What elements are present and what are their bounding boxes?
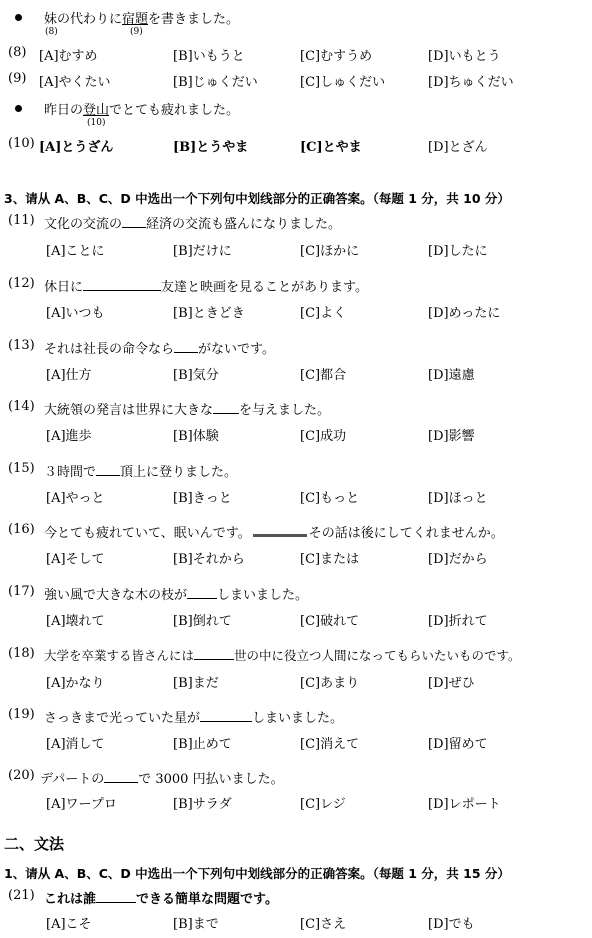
q18-option-d[interactable]: [D]ぜひ xyxy=(428,676,475,691)
q15-option-c[interactable]: [C]もっと xyxy=(300,491,360,506)
q8-option-a[interactable]: [A]むすめ xyxy=(39,49,98,64)
q12-option-c[interactable]: [C]よく xyxy=(300,306,347,321)
q14-option-d[interactable]: [D]影響 xyxy=(428,429,475,444)
q9-option-b[interactable]: [B]じゅくだい xyxy=(173,75,258,90)
q17-option-d[interactable]: [D]折れて xyxy=(428,614,488,629)
q14-option-c[interactable]: [C]成功 xyxy=(300,429,347,444)
bullet-icon xyxy=(15,105,22,112)
q15-option-a[interactable]: [A]やっと xyxy=(46,491,105,506)
q20-option-c[interactable]: [C]レジ xyxy=(300,797,346,812)
q18-stem xyxy=(44,646,521,664)
q18-option-c[interactable]: [C]あまり xyxy=(300,676,360,691)
q9-num: (9) xyxy=(8,71,27,86)
q20-option-d[interactable]: [D]レポート xyxy=(428,797,501,812)
answer-blank[interactable] xyxy=(104,772,138,783)
q15-stem xyxy=(44,461,237,480)
answer-blank[interactable] xyxy=(96,892,136,903)
sentence-8-9 xyxy=(44,8,239,27)
text: 大学を卒業する皆さんには xyxy=(44,648,195,663)
q11-option-a[interactable]: [A]ことに xyxy=(46,244,105,259)
q19-option-c[interactable]: [C]消えて xyxy=(300,737,360,752)
text: 強い風で大きな木の枝が xyxy=(44,588,188,603)
q15-option-b[interactable]: [B]きっと xyxy=(173,491,232,506)
text: できる簡単な問題です。 xyxy=(136,892,278,907)
q16-option-a[interactable]: [A]そして xyxy=(46,552,105,567)
q16-num: (16) xyxy=(8,522,35,537)
q17-num: (17) xyxy=(8,584,35,599)
q20-option-a[interactable]: [A]ワープロ xyxy=(46,797,117,812)
q13-option-c[interactable]: [C]都合 xyxy=(300,368,347,383)
q17-option-c[interactable]: [C]破れて xyxy=(300,614,360,629)
part-2-subtitle: 1、请从 A、B、C、D 中选出一个下列句中划线部分的正确答案。（每题 1 分，共 15 分） xyxy=(4,866,510,881)
section-3-title: 3、请从 A、B、C、D 中选出一个下列句中划线部分的正确答案。（每题 1 分，共 10 分） xyxy=(4,191,510,206)
q19-stem xyxy=(44,707,343,726)
q15-option-d[interactable]: [D]ほっと xyxy=(428,491,488,506)
text: で 3000 円払いました。 xyxy=(138,772,284,787)
q14-option-a[interactable]: [A]進歩 xyxy=(46,429,92,444)
q19-option-b[interactable]: [B]止めて xyxy=(173,737,232,752)
q20-option-b[interactable]: [B]サラダ xyxy=(173,797,232,812)
sentence-10 xyxy=(44,99,239,118)
q17-stem xyxy=(44,584,308,603)
text: 友達と映画を見ることがあります。 xyxy=(161,280,368,295)
text: 経済の交流も盛んになりました。 xyxy=(146,217,342,232)
q21-stem xyxy=(44,888,278,907)
answer-blank[interactable] xyxy=(174,342,198,353)
q21-num: (21) xyxy=(8,888,35,903)
q17-option-b[interactable]: [B]倒れて xyxy=(173,614,232,629)
answer-blank[interactable] xyxy=(122,217,146,228)
q8-option-d[interactable]: [D]いもとう xyxy=(428,49,501,64)
q16-option-c[interactable]: [C]または xyxy=(300,552,360,567)
q14-stem xyxy=(44,399,330,418)
q10-option-d[interactable]: [D]とざん xyxy=(428,140,488,155)
answer-blank[interactable] xyxy=(96,465,120,476)
text: ３時間で xyxy=(44,465,97,480)
q19-option-a[interactable]: [A]消して xyxy=(46,737,105,752)
text: でとても疲れました。 xyxy=(109,103,240,118)
answer-blank[interactable] xyxy=(187,588,217,599)
q13-num: (13) xyxy=(8,338,35,353)
q10-option-a[interactable]: [A]とうざん xyxy=(39,140,114,155)
q21-option-a[interactable]: [A]こそ xyxy=(46,917,92,932)
text: さっきまで光っていた星が xyxy=(44,711,201,726)
text: デパートの xyxy=(40,772,105,787)
q11-stem xyxy=(44,213,341,232)
text: これは誰 xyxy=(44,892,97,907)
answer-blank[interactable] xyxy=(200,711,252,722)
q12-option-a[interactable]: [A]いつも xyxy=(46,306,105,321)
q18-num: (18) xyxy=(8,646,35,661)
num-9: (9) xyxy=(130,27,143,37)
q12-stem xyxy=(44,276,368,295)
text: その話は後にしてくれませんか。 xyxy=(308,526,504,541)
q11-num: (11) xyxy=(8,213,35,228)
q9-option-d[interactable]: [D]ちゅくだい xyxy=(428,75,514,90)
text: しまいました。 xyxy=(252,711,344,726)
q10-option-c[interactable]: [C]とやま xyxy=(300,140,362,155)
text: 妹の代わりに xyxy=(44,12,123,27)
q12-num: (12) xyxy=(8,276,35,291)
q11-option-b[interactable]: [B]だけに xyxy=(173,244,232,259)
q18-option-a[interactable]: [A]かなり xyxy=(46,676,105,691)
answer-blank[interactable] xyxy=(83,280,161,291)
q15-num: (15) xyxy=(8,461,35,476)
text: 頂上に登りました。 xyxy=(120,465,238,480)
q21-option-c[interactable]: [C]さえ xyxy=(300,917,347,932)
q9-option-c[interactable]: [C]しゅくだい xyxy=(300,75,386,90)
q14-num: (14) xyxy=(8,399,35,414)
q11-option-d[interactable]: [D]したに xyxy=(428,244,488,259)
q12-option-b[interactable]: [B]ときどき xyxy=(173,306,245,321)
q16-option-d[interactable]: [D]だから xyxy=(428,552,488,567)
num-10: (10) xyxy=(87,118,106,128)
q20-stem xyxy=(40,768,284,787)
text: を書きました。 xyxy=(148,12,240,27)
q10-option-b[interactable]: [B]とうやま xyxy=(173,140,249,155)
q13-stem xyxy=(44,338,275,357)
word-10: 登山 xyxy=(83,103,110,118)
num-8: (8) xyxy=(45,27,58,37)
text: を与えました。 xyxy=(239,403,331,418)
text: それは社長の命令なら xyxy=(44,342,175,357)
q10-num: (10) xyxy=(8,136,35,151)
word-8-9: 宿題 xyxy=(122,12,149,27)
q13-option-b[interactable]: [B]気分 xyxy=(173,368,219,383)
q11-option-c[interactable]: [C]ほかに xyxy=(300,244,360,259)
q21-option-b[interactable]: [B]まで xyxy=(173,917,219,932)
q8-option-b[interactable]: [B]いもうと xyxy=(173,49,245,64)
text: 昨日の xyxy=(44,103,84,118)
text: 世の中に役立つ人間になってもらいたいものです。 xyxy=(234,648,521,663)
text: がないです。 xyxy=(198,342,275,357)
answer-blank[interactable] xyxy=(213,403,239,414)
q14-option-b[interactable]: [B]体験 xyxy=(173,429,219,444)
q20-num: (20) xyxy=(8,768,35,783)
answer-blank[interactable] xyxy=(194,649,234,660)
text: 休日に xyxy=(44,280,84,295)
q16-stem xyxy=(44,522,504,541)
text: しまいました。 xyxy=(217,588,309,603)
q18-option-b[interactable]: [B]まだ xyxy=(173,676,219,691)
q19-option-d[interactable]: [D]留めて xyxy=(428,737,488,752)
q19-num: (19) xyxy=(8,707,35,722)
text: 今とても疲れていて、眠いんです。 xyxy=(44,526,251,541)
q16-option-b[interactable]: [B]それから xyxy=(173,552,245,567)
answer-blank[interactable] xyxy=(253,524,307,537)
text: 文化の交流の xyxy=(44,217,123,232)
q9-option-a[interactable]: [A]やくたい xyxy=(39,75,111,90)
text: 大統領の発言は世界に大きな xyxy=(44,403,214,418)
q8-option-c[interactable]: [C]むすうめ xyxy=(300,49,373,64)
bullet-icon xyxy=(15,14,22,21)
q13-option-d[interactable]: [D]遠慮 xyxy=(428,368,475,383)
q17-option-a[interactable]: [A]壊れて xyxy=(46,614,105,629)
part-2-title: 二、文法 xyxy=(4,835,65,853)
q8-num: (8) xyxy=(8,45,27,60)
q21-option-d[interactable]: [D]でも xyxy=(428,917,475,932)
q12-option-d[interactable]: [D]めったに xyxy=(428,306,501,321)
q13-option-a[interactable]: [A]仕方 xyxy=(46,368,92,383)
